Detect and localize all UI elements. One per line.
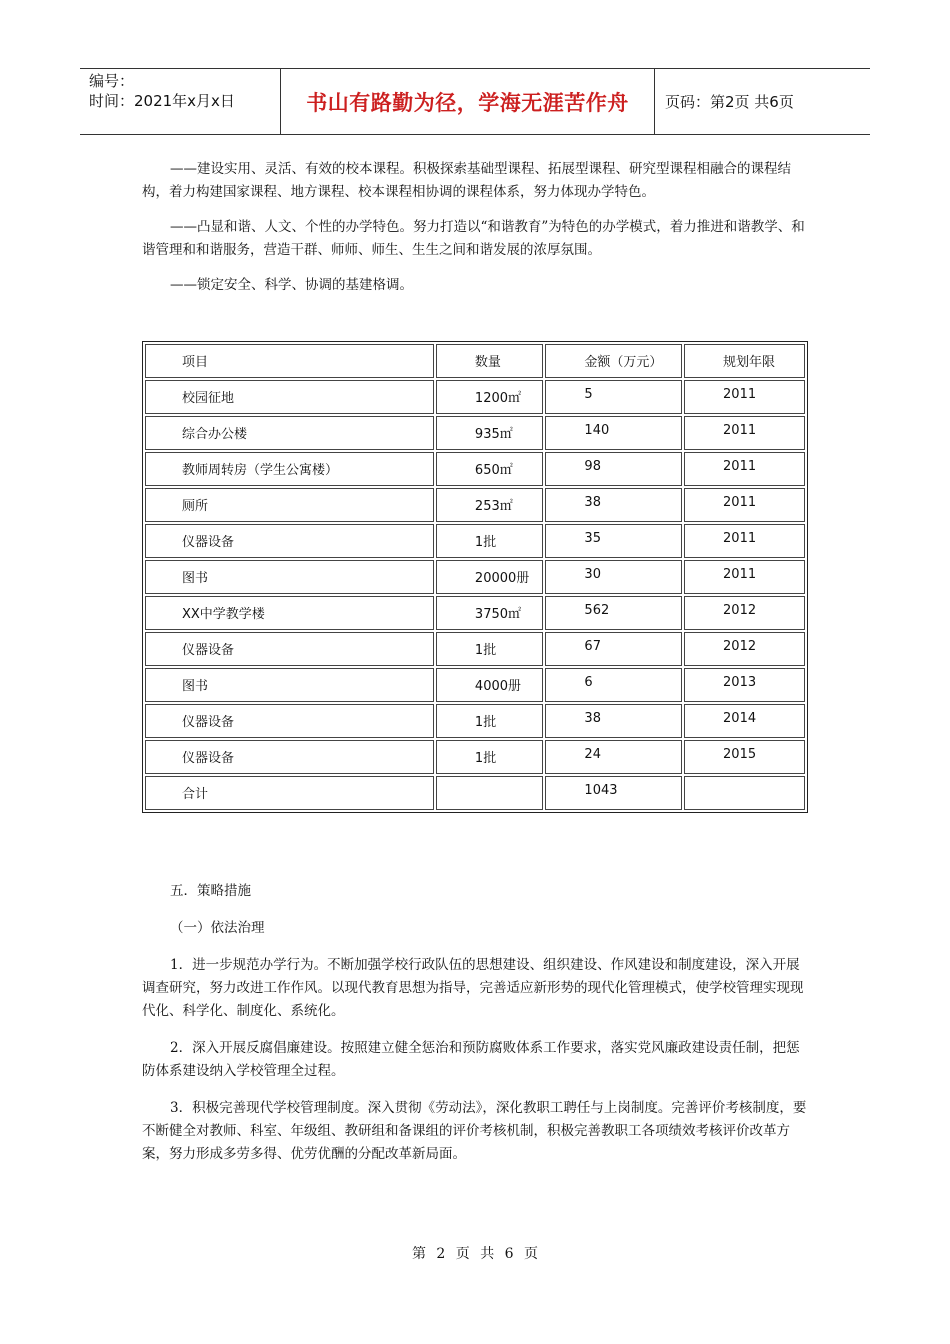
cell-quantity: 650㎡	[436, 452, 544, 486]
cell-year: 2011	[684, 524, 805, 558]
cell-item: 仪器设备	[145, 632, 434, 666]
cell-amount: 1043	[545, 776, 682, 810]
intro-text	[142, 158, 808, 309]
number-label: 编号：	[89, 72, 135, 90]
cell-amount: 24	[545, 740, 682, 774]
table-row	[145, 740, 805, 774]
table-row	[145, 632, 805, 666]
cell-quantity: 1批	[436, 524, 544, 558]
cell-quantity: 1批	[436, 632, 544, 666]
cell-quantity: 1批	[436, 704, 544, 738]
cell-year	[684, 776, 805, 810]
cell-amount: 140	[545, 416, 682, 450]
table-row	[145, 452, 805, 486]
cell-item: 图书	[145, 668, 434, 702]
intro-paragraph: ——凸显和谐、人文、个性的办学特色。努力打造以“和谐教育”为特色的办学模式，着力推进和谐教学、和谐管理和和谐服务，营造干群、师师、师生、生生之间和谐发展的浓厚氛围。	[142, 219, 805, 258]
cell-year: 2012	[684, 632, 805, 666]
cell-year: 2011	[684, 416, 805, 450]
cell-year: 2014	[684, 704, 805, 738]
page-footer: 第 2 页 共 6 页	[411, 1246, 539, 1262]
cell-year: 2013	[684, 668, 805, 702]
header-cell-year: 规划年限	[684, 344, 805, 378]
cell-quantity: 1批	[436, 740, 544, 774]
cell-quantity: 1200㎡	[436, 380, 544, 414]
table-header-row	[145, 344, 805, 378]
table-row	[145, 704, 805, 738]
intro-paragraph: ——锁定安全、科学、协调的基建格调。	[170, 277, 413, 293]
cell-year: 2015	[684, 740, 805, 774]
cell-item: XX中学教学楼	[145, 596, 434, 630]
table-row	[145, 524, 805, 558]
cell-item: 仪器设备	[145, 740, 434, 774]
cell-amount: 38	[545, 488, 682, 522]
cell-item: 图书	[145, 560, 434, 594]
table-row	[145, 596, 805, 630]
strategy-section	[142, 880, 808, 1166]
cell-quantity: 3750㎡	[436, 596, 544, 630]
header-cell-item: 项目	[145, 344, 434, 378]
cell-item: 厕所	[145, 488, 434, 522]
cell-quantity: 20000册	[436, 560, 544, 594]
cell-item: 综合办公楼	[145, 416, 434, 450]
cell-amount: 67	[545, 632, 682, 666]
section-item: 1．进一步规范办学行为。不断加强学校行政队伍的思想建设、组织建设、作风建设和制度建设，深入开展调查研究，努力改进工作作风。以现代教育思想为指导，完善适应新形势的现代化管理模式，使学校管理实现现代化、科学化、制度化、系统化。	[142, 957, 804, 1019]
cell-amount: 35	[545, 524, 682, 558]
section-title: 五．策略措施	[170, 883, 251, 899]
cell-item: 仪器设备	[145, 704, 434, 738]
cell-amount: 30	[545, 560, 682, 594]
cell-year: 2011	[684, 488, 805, 522]
cell-amount: 562	[545, 596, 682, 630]
table-row	[145, 668, 805, 702]
cell-year: 2011	[684, 560, 805, 594]
header-motto: 书山有路勤为径，学海无涯苦作舟	[281, 69, 655, 134]
cell-item: 教师周转房（学生公寓楼）	[145, 452, 434, 486]
header-meta	[80, 69, 281, 134]
table-total-row	[145, 776, 805, 810]
cell-quantity: 935㎡	[436, 416, 544, 450]
section-item: 2．深入开展反腐倡廉建设。按照建立健全惩治和预防腐败体系工作要求，落实党风廉政建设责任制，把惩防体系建设纳入学校管理全过程。	[142, 1040, 800, 1079]
construction-plan-table	[142, 341, 808, 813]
cell-amount: 98	[545, 452, 682, 486]
cell-quantity: 253㎡	[436, 488, 544, 522]
cell-year: 2012	[684, 596, 805, 630]
section-item: 3．积极完善现代学校管理制度。深入贯彻《劳动法》，深化教职工聘任与上岗制度。完善评价考核制度，要不断健全对教师、科室、年级组、教研组和备课组的评价考核机制，积极完善教职工各项绩效考核评价改革方案，努力形成多劳多得、优劳优酬的分配改革新局面。	[142, 1100, 807, 1162]
table-row	[145, 380, 805, 414]
cell-amount: 6	[545, 668, 682, 702]
header-cell-amount: 金额（万元）	[545, 344, 682, 378]
cell-item: 校园征地	[145, 380, 434, 414]
cell-quantity	[436, 776, 544, 810]
cell-amount: 5	[545, 380, 682, 414]
header-cell-quantity: 数量	[436, 344, 544, 378]
intro-paragraph: ——建设实用、灵活、有效的校本课程。积极探索基础型课程、拓展型课程、研究型课程相融合的课程结构，着力构建国家课程、地方课程、校本课程相协调的课程体系，努力体现办学特色。	[142, 161, 791, 200]
time-label: 时间：2021年x月x日	[89, 92, 235, 110]
table-row	[145, 416, 805, 450]
cell-quantity: 4000册	[436, 668, 544, 702]
page-header	[80, 68, 870, 135]
cell-item: 仪器设备	[145, 524, 434, 558]
cell-year: 2011	[684, 452, 805, 486]
table-row	[145, 560, 805, 594]
cell-amount: 38	[545, 704, 682, 738]
table-row	[145, 488, 805, 522]
header-page-info: 页码：第2页 共6页	[665, 93, 794, 111]
section-subtitle: （一）依法治理	[170, 920, 265, 936]
cell-year: 2011	[684, 380, 805, 414]
cell-item: 合计	[145, 776, 434, 810]
